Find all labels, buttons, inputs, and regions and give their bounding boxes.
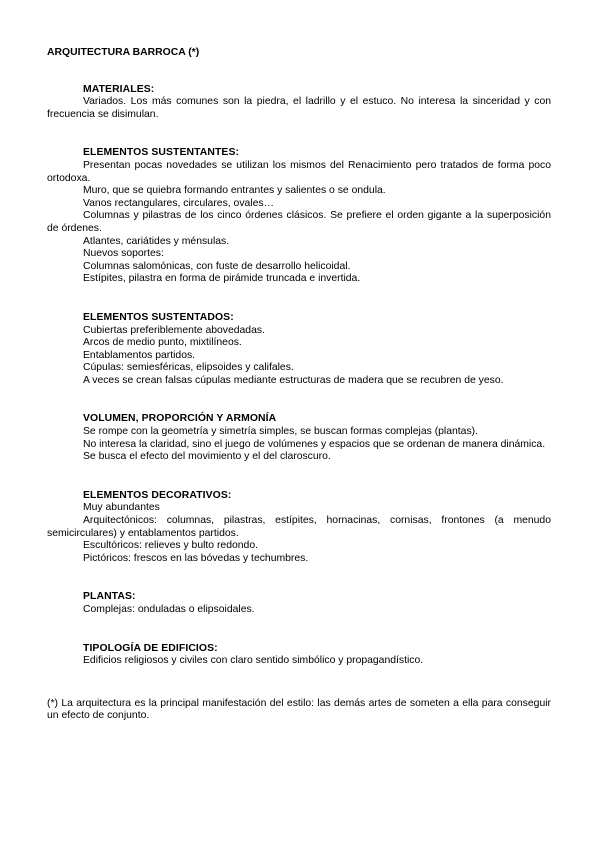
section-tipologia (47, 643, 551, 668)
document-page (47, 47, 551, 733)
section-heading: ELEMENTOS SUSTENTANTES: (83, 147, 240, 159)
section-line: A veces se crean falsas cúpulas mediante estructuras de madera que se recubren de yeso. (83, 374, 504, 386)
section-line: Escultóricos: relieves y bulto redondo. (83, 540, 258, 552)
section-line: Presentan pocas novedades se utilizan los mismos del Renacimiento pero tratados de forma poco ortodoxa. (47, 159, 551, 184)
section-elementos-sustentantes (47, 147, 551, 286)
document-title: ARQUITECTURA BARROCA (*) (47, 47, 200, 58)
section-line: Pictóricos: frescos en las bóvedas y techumbres. (83, 552, 309, 564)
section-line: Columnas salomónicas, con fuste de desarrollo helicoidal. (83, 260, 351, 272)
section-line: Muro, que se quiebra formando entrantes y salientes o se ondula. (83, 185, 386, 197)
section-line: Edificios religiosos y civiles con claro sentido simbólico y propagandístico. (83, 655, 424, 667)
section-line: No interesa la claridad, sino el juego de volúmenes y espacios que se ordenan de manera dinámica. (83, 438, 546, 450)
section-line: Atlantes, cariátides y ménsulas. (83, 235, 230, 247)
section-heading: ELEMENTOS DECORATIVOS: (83, 489, 232, 501)
section-heading: MATERIALES: (83, 83, 155, 95)
section-line: Se rompe con la geometría y simetría simples, se buscan formas complejas (plantas). (83, 426, 479, 438)
section-heading: PLANTAS: (83, 591, 136, 603)
section-line: Muy abundantes (83, 502, 160, 514)
section-volumen (47, 413, 551, 463)
section-line: Entablamentos partidos. (83, 349, 196, 361)
section-line: Cubiertas preferiblemente abovedadas. (83, 324, 265, 336)
section-plantas (47, 591, 551, 616)
section-materiales (47, 84, 551, 122)
section-line: Complejas: onduladas o elipsoidales. (83, 604, 255, 615)
section-elementos-decorativos (47, 490, 551, 566)
section-heading: TIPOLOGÍA DE EDIFICIOS: (83, 642, 218, 654)
section-line: Arcos de medio punto, mixtilíneos. (83, 337, 242, 349)
section-line: Se busca el efecto del movimiento y el del claroscuro. (83, 451, 331, 463)
section-line: Columnas y pilastras de los cinco órdenes clásicos. Se prefiere el orden gigante a la superposición de órdenes. (47, 210, 551, 234)
section-line: Arquitectónicos: columnas, pilastras, estípites, hornacinas, cornisas, frontones (a menudo semicirculares) y entablamentos partidos. (47, 515, 551, 539)
footnote: (*) La arquitectura es la principal manifestación del estilo: las demás artes de someten a ella para conseguir un efecto de conjunto. (47, 697, 551, 722)
section-line: Estípites, pilastra en forma de pirámide truncada e invertida. (83, 273, 361, 285)
section-heading: VOLUMEN, PROPORCIÓN Y ARMONÍA (83, 413, 277, 425)
section-line: Vanos rectangulares, circulares, ovales… (83, 197, 274, 209)
section-elementos-sustentados (47, 312, 551, 388)
section-line: Nuevos soportes: (83, 248, 164, 260)
section-line: Cúpulas: semiesféricas, elipsoides y califales. (83, 362, 294, 374)
section-heading: ELEMENTOS SUSTENTADOS: (83, 311, 234, 323)
section-line: Variados. Los más comunes son la piedra, el ladrillo y el estuco. No interesa la sinceridad y con frecuencia se disimulan. (47, 96, 551, 120)
